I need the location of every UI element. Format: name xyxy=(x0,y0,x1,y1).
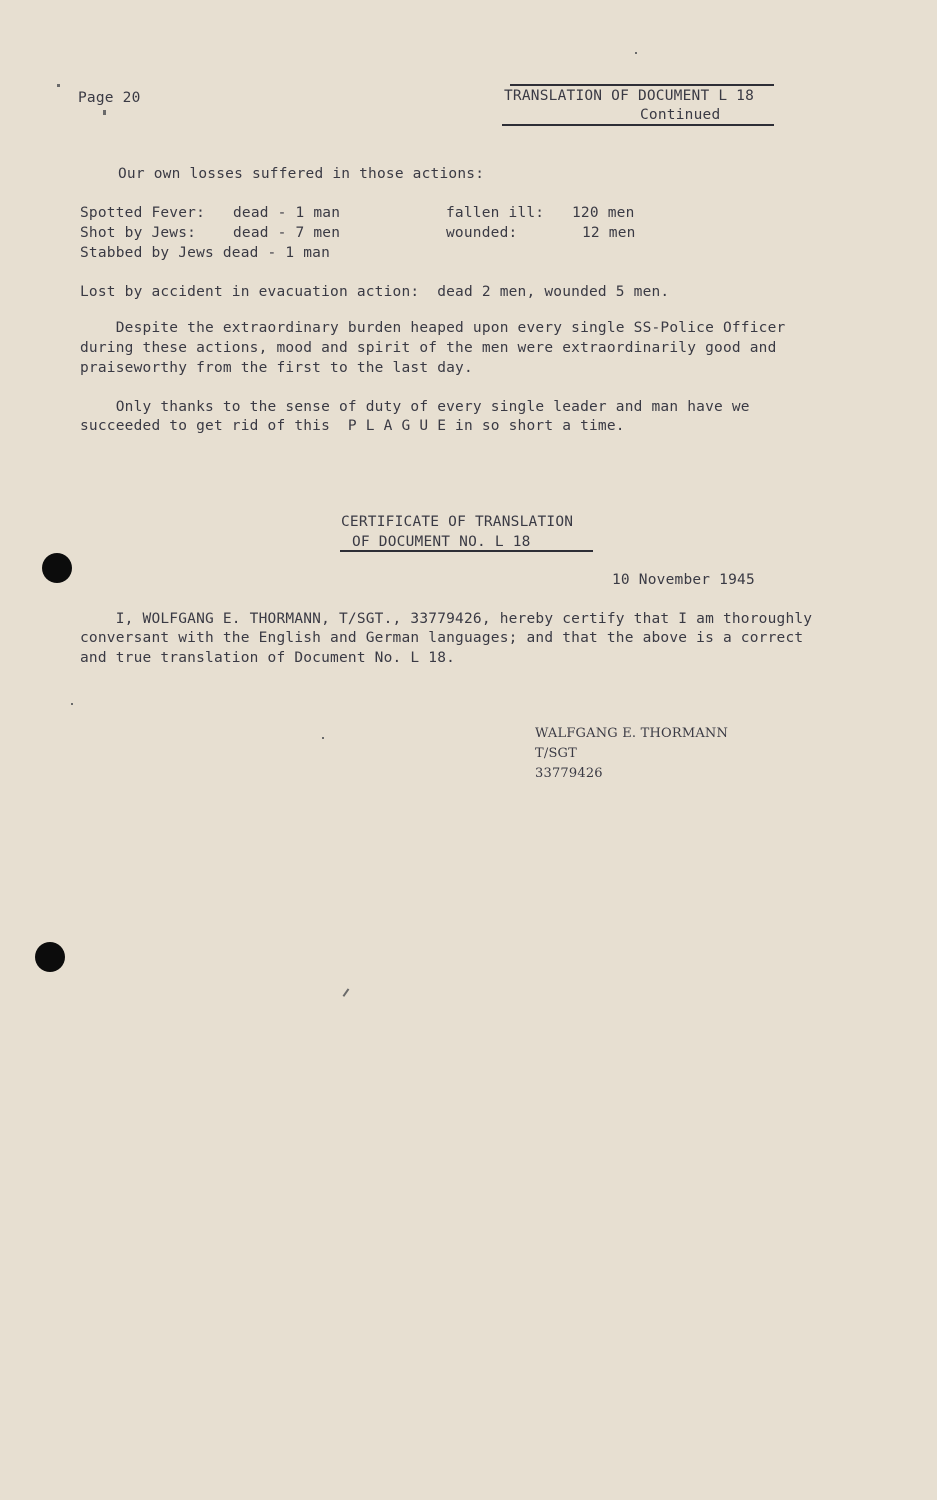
certificate-underline xyxy=(340,550,593,552)
loss-category: fallen ill: xyxy=(446,205,545,221)
paragraph-line: succeeded to get rid of this P L A G U E in so short a time. xyxy=(80,418,625,434)
certificate-line: and true translation of Document No. L 18. xyxy=(80,650,456,666)
paper-speck xyxy=(322,737,324,739)
loss-cause: Stabbed by Jews dead - 1 man xyxy=(80,245,331,261)
loss-detail: dead - 1 man xyxy=(233,205,341,221)
punch-hole-bottom xyxy=(35,942,65,972)
title-underline xyxy=(502,124,774,126)
punch-hole-top xyxy=(42,553,72,583)
document-subtitle: Continued xyxy=(640,107,721,123)
paper-speck xyxy=(71,703,73,705)
certificate-line: I, WOLFGANG E. THORMANN, T/SGT., 33779426, hereby certify that I am thoroughly xyxy=(80,611,813,627)
losses-intro: Our own losses suffered in those actions: xyxy=(118,166,485,182)
loss-category: wounded: xyxy=(446,225,518,241)
paper-speck xyxy=(103,110,106,115)
certificate-heading: CERTIFICATE OF TRANSLATION xyxy=(341,514,574,530)
signature-name: WALFGANG E. THORMANN xyxy=(535,726,729,741)
paper-speck xyxy=(57,84,60,87)
accident-line: Lost by accident in evacuation action: dead 2 men, wounded 5 men. xyxy=(80,284,670,300)
paper-speck xyxy=(343,988,349,996)
certificate-date: 10 November 1945 xyxy=(612,572,755,588)
paper-speck xyxy=(635,52,637,54)
title-overline xyxy=(510,84,774,86)
paragraph-line: Only thanks to the sense of duty of every single leader and man have we xyxy=(80,399,750,415)
certificate-heading-2: OF DOCUMENT NO. L 18 xyxy=(352,534,531,550)
signature-serial: 33779426 xyxy=(535,766,603,781)
document-title: TRANSLATION OF DOCUMENT L 18 xyxy=(504,88,755,104)
loss-cause: Spotted Fever: xyxy=(80,205,206,221)
paragraph-line: during these actions, mood and spirit of the men were extraordinarily good and xyxy=(80,340,777,356)
loss-count: 120 men xyxy=(572,205,635,221)
loss-count: 12 men xyxy=(582,225,636,241)
paragraph-line: Despite the extraordinary burden heaped upon every single SS-Police Officer xyxy=(80,320,786,336)
certificate-line: conversant with the English and German languages; and that the above is a correct xyxy=(80,630,804,646)
page-number: Page 20 xyxy=(78,90,141,106)
loss-cause: Shot by Jews: xyxy=(80,225,197,241)
paragraph-line: praiseworthy from the first to the last day. xyxy=(80,360,473,376)
loss-detail: dead - 7 men xyxy=(233,225,341,241)
signature-rank: T/SGT xyxy=(535,746,578,761)
